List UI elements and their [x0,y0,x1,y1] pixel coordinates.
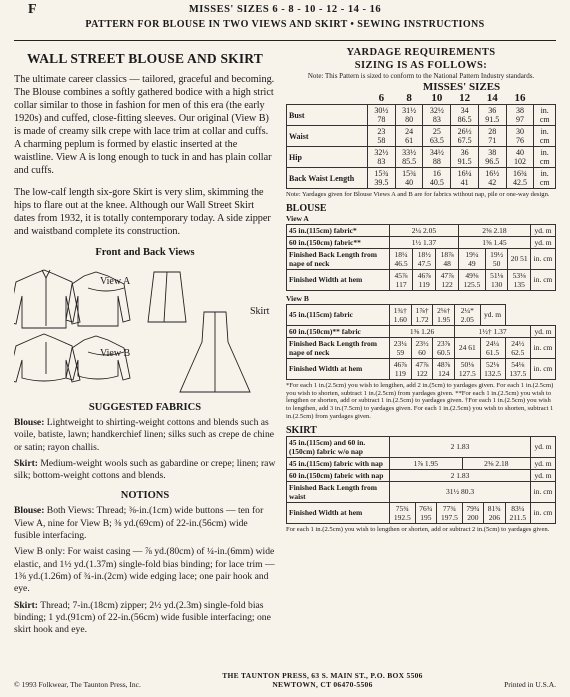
measure-cell: in. cm [534,105,556,126]
measure-cell: 15¾ 39.5 [368,168,396,189]
sizing-note: Note: This Pattern is sized to conform to the National Pattern Industry standards. [307,72,535,80]
yardage-cell: 18½ 47.5 [413,248,436,269]
yardage-unit: in. cm [531,248,556,269]
measure-label: Back Waist Length [287,168,368,189]
yardage-cell: 1⅜ 1.26 [390,325,455,337]
yardage-cell: 48⅞ 124 [433,358,455,379]
measure-cell: 36 91.5 [451,147,479,168]
measurements-table [286,82,556,189]
page-title: WALL STREET BLOUSE AND SKIRT [27,51,263,66]
yardage-row [287,469,556,481]
measure-row [287,147,556,168]
measure-cell: 23 58 [368,126,396,147]
measure-cell: 24 61 [395,126,423,147]
left-column [14,45,286,640]
yardage-cell: 23⅞ 60.5 [433,337,455,358]
yardage-cell: 24¼ 61.5 [480,337,505,358]
measure-cell: in. cm [534,168,556,189]
yardage-cell: 53⅛ 135 [508,269,531,290]
measure-cell: 32½ 83 [368,147,396,168]
yardage-cell: 54⅛ 137.5 [505,358,531,379]
yardage-row [287,457,556,469]
yardage-cell: 79¾ 200 [462,502,483,523]
sheet-header [14,0,556,41]
yardage-cell: 81¾ 206 [484,502,505,523]
yardage-cell: 1½† 1.37 [455,325,531,337]
views-heading: Front and Back Views [95,247,195,258]
yardage-cell: 1⅞† 1.72 [411,304,433,325]
yardage-cell: 83¼ 211.5 [505,502,530,523]
fabric-note: Note: Yardages given for Blouse Views A and B are for fabrics without nap, pile or one-way design. [286,191,550,198]
size-header-row [287,93,556,105]
yardage-cell: 46⅞ 119 [413,269,436,290]
yardage-row [287,358,556,379]
yardage-cell: 24½ 62.5 [505,337,531,358]
garment-sketch [14,262,276,394]
view-a-label: View A [100,276,131,287]
copyright: © 1993 Folkwear, The Taunton Press, Inc. [14,680,141,689]
misses-sizes-heading: MISSES' SIZES [422,81,501,93]
blouse-footnotes: *For each 1 in.(2.5cm) you wish to lengthen, add 2 in.(5cm) to yardages given. For each 1 in.(2.5cm) you wish to shorten, subtract 1 in.(2.5cm) from yardages given. **For each 1 in.(2.5cm) you wish to lengthen or shorten, add or subtract 1 in.(2.5cm) to yardages given. †For each 1 in.(2.5cm) you wish to lengthen, add 3 in.(7.5cm) to yardages given. For each 1 in.(2.5cm) you wish to shorten, subtract 1 in.(2.5cm) from yardages given. [286,381,554,420]
yardage-label: 60 in.(150cm)** fabric [287,325,390,337]
skirt-footnote: For each 1 in.(2.5cm) you wish to lengthen or shorten, add or subtract 2 in.(5cm) to yardages given. [286,525,550,533]
yardage-unit: in. cm [531,481,556,502]
sheet-footer [14,671,556,689]
measure-label: Hip [287,147,368,168]
garment-illustrations [14,262,276,394]
size-header: 12 [459,92,471,104]
yardage-label: Finished Width at hem [287,502,390,523]
yardage-cell: 20 51 [508,248,531,269]
sizing-title: SIZING IS AS FOLLOWS: [354,60,488,71]
view-a-heading: View A [286,213,309,223]
yardage-unit: in. cm [531,358,556,379]
yardage-unit: yd. m [531,325,556,337]
measure-cell: 40 102 [506,147,534,168]
fabric-skirt: Skirt: Medium-weight wools such as gabardine or crepe; linen; raw silk; bottom-weight cottons and blends. [14,457,276,482]
yardage-cell: 52⅛ 132.5 [480,358,505,379]
pattern-line: PATTERN FOR BLOUSE IN TWO VIEWS AND SKIRT • SEWING INSTRUCTIONS [85,19,485,30]
view-b-heading: View B [286,293,309,303]
yardage-cell: 2⅜ 2.18 [458,224,530,236]
yardage-row [287,337,556,358]
yardage-cell: 1⅝ 1.45 [458,236,530,248]
skirt-heading: SKIRT [286,424,317,436]
measure-cell: 30½ 78 [368,105,396,126]
intro-blouse: The ultimate career classics — tailored, graceful and becoming. The Blouse combines a softly gathered bodice with a high strict collar similar to those in fashion for men of this era (the early 1920s) and cuffed, close-fitting sleeves. Our original (View B) is made of creamy silk crepe with lace trim at collar and cuffs. A charming peplum is formed by elastic inserted at the waistline. View A is long enough to tuck in and has plain collar and cuffs. [14,74,275,176]
measure-cell: 33½ 85.5 [395,147,423,168]
yardage-label: Finished Width at hem [287,269,390,290]
unit-header [534,93,556,105]
yardage-cell: 18⅞ 48 [436,248,459,269]
measure-cell: 32½ 83 [423,105,451,126]
yardage-cell: 2 1.83 [390,469,531,481]
yardage-label: 45 in.(115cm) fabric* [287,224,390,236]
size-header: 14 [486,92,498,104]
yardage-cell: 2¼* 2.05 [455,304,480,325]
size-header: 6 [378,92,385,104]
yardage-label: 45 in.(115cm) fabric [287,304,390,325]
yardage-cell: 1⅞ 1.95 [390,457,463,469]
yardage-cell: 46⅞ 119 [390,358,412,379]
measure-cell: 34 86.5 [451,105,479,126]
yardage-cell: 24 61 [455,337,480,358]
yardage-row [287,502,556,523]
measure-cell: 16 40.5 [423,168,451,189]
measure-label: Bust [287,105,368,126]
yardage-cell: 2⅜ 2.18 [462,457,530,469]
view-a-yardage-table [286,224,556,291]
yardage-cell: 49⅜ 125.5 [458,269,485,290]
yardage-cell: 2 1.83 [390,436,531,457]
yardage-cell: 23½ 60 [411,337,433,358]
skirt-label: Skirt [250,306,270,317]
yardage-unit: in. cm [531,337,556,358]
yardage-cell: 19¼ 49 [458,248,485,269]
yardage-cell: 1½ 1.37 [390,236,459,248]
yardage-cell: 1¾† 1.60 [390,304,412,325]
measure-cell: 34½ 88 [423,147,451,168]
measure-cell: 38 97 [506,105,534,126]
yardage-label: Finished Back Length from nape of neck [287,337,390,358]
yardage-label: 45 in.(115cm) fabric with nap [287,457,390,469]
yardage-row [287,269,556,290]
yardage-label: 60 in.(150cm) fabric** [287,236,390,248]
notions-skirt: Skirt: Thread; 7-in.(18cm) zipper; 2½ yd.(2.3m) single-fold bias binding; 1 yd.(91cm) of 22-in.(56cm) wide fusible interfacing; one skirt hook and eye. [14,599,271,636]
yardage-label: Finished Back Length from nape of neck [287,248,390,269]
sizes-line: MISSES' SIZES 6 - 8 - 10 - 12 - 14 - 16 [188,4,382,15]
yardage-unit: yd. m [531,469,556,481]
yardage-cell: 76¾ 195 [415,502,436,523]
measure-cell: 28 71 [478,126,506,147]
yardage-row [287,436,556,457]
measure-cell: 15¾ 40 [395,168,423,189]
yardage-cell: 77¾ 197.5 [437,502,463,523]
yardage-unit: yd. m [531,236,556,248]
yardage-cell: 19½ 50 [485,248,508,269]
measure-cell: 16¼ 41 [451,168,479,189]
yardage-cell: 18¼ 46.5 [390,248,413,269]
measure-cell: 26½ 67.5 [451,126,479,147]
fabrics-heading: SUGGESTED FABRICS [88,402,202,413]
notions-blouse: Blouse: Both Views: Thread; ⅜-in.(1cm) wide buttons — ten for View A, nine for View B; ⅜ yd.(69cm) of 22-in.(56cm) wide fusible interfacing. [14,505,264,542]
yardage-row [287,248,556,269]
yardage-cell: 51⅛ 130 [485,269,508,290]
pattern-letter: F [28,2,37,17]
yardage-unit: yd. m [531,436,556,457]
yardage-label: Finished Width at hem [287,358,390,379]
size-header: 10 [431,92,443,104]
yardage-unit: yd. m [531,457,556,469]
measure-cell: 16½ 42 [478,168,506,189]
printed-in: Printed in U.S.A. [504,680,556,689]
yardage-row [287,325,556,337]
measure-cell: 36 91.5 [478,105,506,126]
fabric-blouse: Blouse: Lightweight to shirting-weight cottons and blends such as voile, batiste, lawn; handkerchief linen; silks such as crepe de chine or satin; rayon challis. [14,417,275,453]
yardage-label: Finished Back Length from waist [287,481,390,502]
right-column [286,45,556,640]
measure-cell: 25 63.5 [423,126,451,147]
view-b-label: View B [100,348,131,359]
yardage-row [287,304,556,325]
yardage-row [287,224,556,236]
measure-cell: 38 96.5 [478,147,506,168]
yardage-unit: in. cm [531,502,556,523]
yardage-row [287,236,556,248]
yardage-cell: 31½ 80.3 [390,481,531,502]
notions-view-b: View B only: For waist casing — ⅞ yd.(80cm) of ¼-in.(6mm) wide elastic, and 1½ yd.(1.37m) single-fold bias binding; for lace trim — 1⅜ yd.(1.26m) of ¾-in.(2cm) wide edging lace; one pair hook and eye. [14,546,275,595]
skirt-yardage-table [286,436,556,524]
measure-cell: 30 76 [506,126,534,147]
measure-label: Waist [287,126,368,147]
measure-cell: in. cm [534,126,556,147]
yardage-cell: 47⅞ 122 [411,358,433,379]
size-header: 16 [514,92,526,104]
yardage-unit: in. cm [531,269,556,290]
yardage-cell: 50⅛ 127.5 [455,358,480,379]
publisher-address: THE TAUNTON PRESS, 63 S. MAIN ST., P.O. BOX 5506 NEWTOWN, CT 06470-5506 [222,671,423,689]
yardage-cell: 45⅞ 117 [390,269,413,290]
yardage-row [287,481,556,502]
yardage-label: 45 in.(115cm) and 60 in.(150cm) fabric w/o nap [287,436,390,457]
yardage-title: YARDAGE REQUIREMENTS [346,47,496,58]
yardage-unit: yd. m [480,304,505,325]
intro-skirt: The low-calf length six-gore Skirt is very slim, skimming the hips to flare out at the knee. Although our Wall Street Skirt dates from 1932, it is totally contemporary today. A side zipper and waistband complete its construction. [14,187,271,237]
size-header: 8 [406,92,412,104]
yardage-cell: 47⅞ 122 [436,269,459,290]
measure-row [287,168,556,189]
measure-row [287,126,556,147]
yardage-cell: 23¼ 59 [390,337,412,358]
measure-cell: in. cm [534,147,556,168]
measure-cell: 31½ 80 [395,105,423,126]
yardage-cell: 2¼ 2.05 [390,224,459,236]
yardage-cell: 75¾ 192.5 [390,502,416,523]
measure-row [287,105,556,126]
blouse-heading: BLOUSE [286,202,327,214]
yardage-unit: yd. m [531,224,556,236]
view-b-yardage-table [286,304,556,380]
yardage-label: 60 in.(150cm) fabric with nap [287,469,390,481]
notions-heading: NOTIONS [120,490,170,502]
measure-cell: 16¾ 42.5 [506,168,534,189]
yardage-cell: 2⅛† 1.95 [433,304,455,325]
